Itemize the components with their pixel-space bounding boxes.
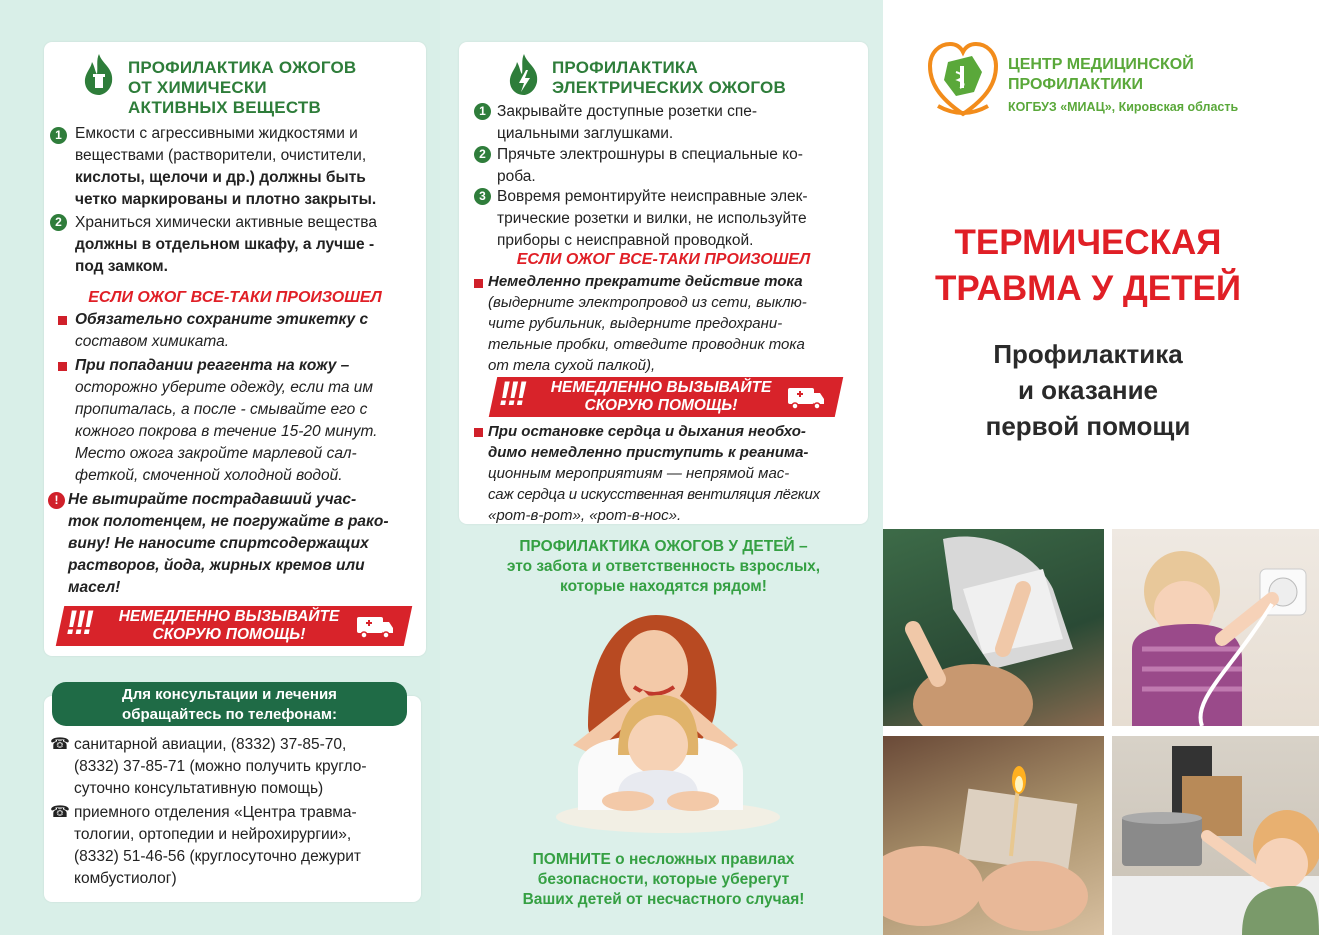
exclamation-marks: !!!	[66, 604, 91, 642]
number-badge: 1	[50, 127, 67, 144]
chemical-tip-1: Емкости с агрессивными жидкостями и веществами (растворители, очистители, кислоты, щелочи и др.) должны быть четко маркированы и плотно закрыты.	[75, 125, 377, 208]
call-ambulance-text: НЕМЕДЛЕННО ВЫЗЫВАЙТЕ СКОРУЮ ПОМОЩЬ!	[550, 379, 772, 414]
electric-tip-1: Закрывайте доступные розетки спе- циальными заглушками.	[497, 103, 758, 142]
stove-photo	[1112, 736, 1319, 935]
socket-photo	[1112, 529, 1319, 726]
electric-tip-3: Вовремя ремонтируйте неисправные элек- трические розетки и вилки, не используйте приборы с неисправной проводкой.	[497, 188, 808, 249]
mother-child-photo	[548, 595, 788, 835]
ambulance-icon	[356, 613, 394, 639]
electric-action-2: При остановке сердца и дыхания необхо- димо немедленно приступить к реанима- ционным мероприятиям — непрямой мас- саж сердца и искусственная вентиляция лёгких «рот-в-рот», «рот-в-нос».	[488, 423, 820, 524]
main-title: ТЕРМИЧЕСКАЯ ТРАВМА У ДЕТЕЙ	[934, 223, 1241, 308]
remember-text: ПОМНИТЕ о несложных правилах безопасности, которые уберегут Ваших детей от несчастного случая!	[522, 851, 805, 908]
heart-logo-icon	[928, 42, 998, 120]
number-badge: 2	[50, 214, 67, 231]
chemical-action-1: Обязательно сохраните этикетку с составом химиката.	[75, 311, 369, 350]
bullet-square	[474, 428, 483, 437]
warning-icon: !	[48, 492, 65, 509]
number-badge: 2	[474, 146, 491, 163]
exclamation-marks: !!!	[499, 375, 524, 413]
chemical-tip-2: Храниться химически активные вещества должны в отдельном шкафу, а лучше - под замком.	[75, 214, 377, 275]
iron-photo	[883, 529, 1104, 726]
org-subtitle: КОГБУЗ «МИАЦ», Кировская область	[1008, 100, 1239, 114]
phone-icon: ☎	[50, 804, 70, 821]
number-badge: 3	[474, 188, 491, 205]
org-name: ЦЕНТР МЕДИЦИНСКОЙ ПРОФИЛАКТИКИ	[1008, 56, 1194, 93]
bullet-square	[58, 316, 67, 325]
flame-icon	[80, 52, 118, 96]
if-burn-heading: ЕСЛИ ОЖОГ ВСЕ-ТАКИ ПРОИЗОШЕЛ	[88, 289, 382, 306]
chemical-warning: Не вытирайте пострадавший учас- ток полотенцем, не погружайте в рако- вину! Не наносите спиртсодержащих растворов, йода, жирных кремов или масел!	[68, 491, 389, 596]
electric-title: ПРОФИЛАКТИКА ЭЛЕКТРИЧЕСКИХ ОЖОГОВ	[552, 58, 786, 97]
call-ambulance-banner	[493, 377, 839, 417]
prevention-slogan: ПРОФИЛАКТИКА ОЖОГОВ У ДЕТЕЙ – это забота и ответственность взрослых, которые находятся рядом!	[506, 538, 821, 595]
main-subtitle: Профилактика и оказание первой помощи	[985, 339, 1191, 441]
electric-action-1: Немедленно прекратите действие тока (выдерните электропровод из сети, выклю- чите рубильник, выдерните предохрани- тельные пробки, отведите проводник тока от тела сухой палкой),	[488, 273, 807, 374]
contact-trauma-center: приемного отделения «Центра травма- тологии, ортопедии и нейрохирургии», (8332) 51-46-56 (круглосуточно дежурит комбустиолог)	[74, 804, 362, 887]
chemical-action-2: При попадании реагента на кожу – осторожно уберите одежду, если та им пропиталась, а после - смывайте его с кожного покрова в течение 15-20 минут. Место ожога закройте марлевой сал- феткой, смоченной холодной водой.	[75, 357, 378, 484]
bullet-square	[474, 279, 483, 288]
electric-tip-2: Прячьте электрошнуры в специальные ко- роба.	[497, 146, 803, 185]
if-burn-heading: ЕСЛИ ОЖОГ ВСЕ-ТАКИ ПРОИЗОШЕЛ	[516, 251, 811, 268]
ambulance-icon	[787, 384, 825, 410]
chemical-title: ПРОФИЛАКТИКА ОЖОГОВ ОТ ХИМИЧЕСКИ АКТИВНЫХ ВЕЩЕСТВ	[128, 58, 357, 117]
contact-aviation: санитарной авиации, (8332) 37-85-70, (8332) 37-85-71 (можно получить кругло- суточно консультативную помощь)	[74, 736, 367, 797]
matches-photo	[883, 736, 1104, 935]
contacts-banner: Для консультации и лечения обращайтесь по телефонам:	[52, 682, 407, 726]
electric-flame-icon	[505, 52, 543, 96]
phone-icon: ☎	[50, 736, 70, 753]
bullet-square	[58, 362, 67, 371]
number-badge: 1	[474, 103, 491, 120]
call-ambulance-banner	[60, 606, 408, 646]
call-ambulance-text: НЕМЕДЛЕННО ВЫЗЫВАЙТЕ СКОРУЮ ПОМОЩЬ!	[118, 608, 340, 643]
